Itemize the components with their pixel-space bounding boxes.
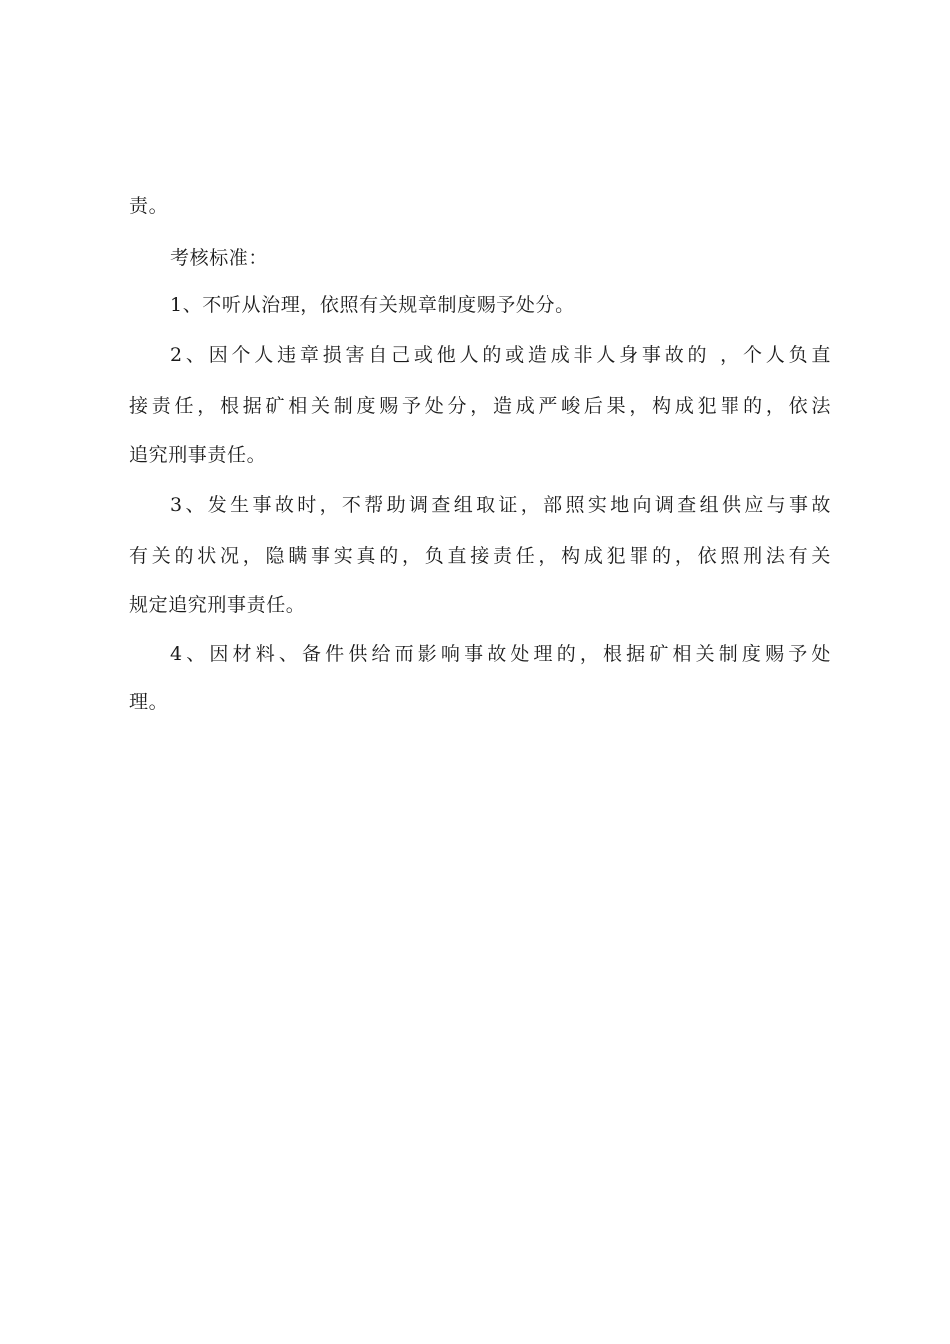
standard-item-2-line-3: 追究刑事责任。 [129, 444, 267, 466]
standard-item-2-line-1: 2、因个人违章损害自己或他人的或造成非人身事故的 ，个人负直 [170, 344, 831, 366]
standard-item-4-line-1: 4、因材料、备件供给而影响事故处理的，根据矿相关制度赐予处 [170, 643, 831, 665]
standard-item-1: 1、不听从治理，依照有关规章制度赐予处分。 [170, 294, 575, 316]
standard-item-3-line-3: 规定追究刑事责任。 [129, 594, 306, 616]
standard-item-2-line-2: 接责任，根据矿相关制度赐予处分，造成严峻后果，构成犯罪的，依法 [129, 395, 831, 417]
standard-item-3-line-2: 有关的状况，隐瞒事实真的，负直接责任，构成犯罪的，依照刑法有关 [129, 545, 831, 567]
standard-item-4-line-2: 理。 [129, 691, 169, 713]
section-heading: 考核标准： [170, 247, 269, 269]
continuation-text: 责。 [129, 195, 169, 217]
standard-item-3-line-1: 3、发生事故时，不帮助调查组取证，部照实地向调查组供应与事故 [170, 494, 831, 516]
